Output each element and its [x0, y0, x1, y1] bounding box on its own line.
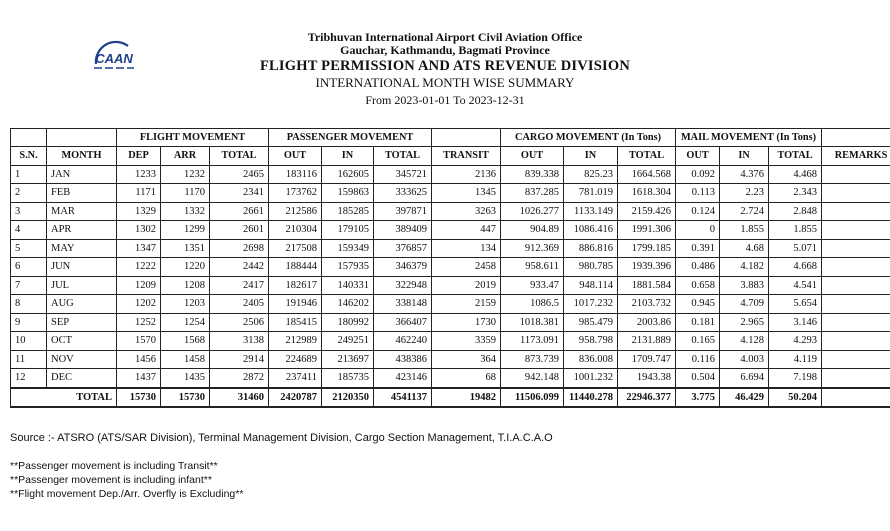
table-cell: 1	[11, 165, 47, 184]
table-cell: 237411	[269, 369, 322, 388]
table-cell: 5	[11, 239, 47, 258]
table-cell	[822, 221, 890, 240]
table-cell: APR	[47, 221, 117, 240]
table-cell: 1991.306	[618, 221, 676, 240]
table-cell: 423146	[374, 369, 432, 388]
table-cell: 212989	[269, 332, 322, 351]
table-cell: 933.47	[501, 276, 564, 295]
table-cell: 2661	[210, 202, 269, 221]
table-cell: 1208	[161, 276, 210, 295]
table-cell: 942.148	[501, 369, 564, 388]
total-cell: 11440.278	[564, 388, 618, 408]
table-cell: 2.23	[720, 184, 769, 203]
table-cell: 1458	[161, 350, 210, 369]
table-cell: 4.376	[720, 165, 769, 184]
table-cell: 1618.304	[618, 184, 676, 203]
column-header: TOTAL	[374, 147, 432, 166]
table-cell: 191946	[269, 295, 322, 314]
table-cell: 1881.584	[618, 276, 676, 295]
footnote-overfly: **Flight movement Dep./Arr. Overfly is Excluding**	[10, 488, 244, 500]
table-cell: 4.709	[720, 295, 769, 314]
table-cell: JAN	[47, 165, 117, 184]
report-period: From 2023-01-01 To 2023-12-31	[365, 93, 525, 107]
table-cell: JUL	[47, 276, 117, 295]
column-header: IN	[564, 147, 618, 166]
table-cell: 1329	[117, 202, 161, 221]
table-cell: 5.654	[769, 295, 822, 314]
table-row	[11, 258, 890, 277]
table-cell: 4.182	[720, 258, 769, 277]
table-cell: 364	[432, 350, 501, 369]
column-header: OUT	[269, 147, 322, 166]
monthly-summary-table	[10, 128, 890, 408]
table-row	[11, 332, 890, 351]
table-cell: 179105	[322, 221, 374, 240]
group-header-mail: MAIL MOVEMENT (In Tons)	[676, 129, 822, 147]
table-cell: 4.68	[720, 239, 769, 258]
table-cell: 4.003	[720, 350, 769, 369]
table-cell: NOV	[47, 350, 117, 369]
table-cell: 1203	[161, 295, 210, 314]
table-cell: 322948	[374, 276, 432, 295]
table-cell: 958.798	[564, 332, 618, 351]
group-header-blank	[432, 129, 501, 147]
table-cell: 0.165	[676, 332, 720, 351]
org-name: Tribhuvan International Airport Civil Aviation Office	[307, 30, 583, 44]
total-cell: 19482	[432, 388, 501, 408]
table-cell: 1435	[161, 369, 210, 388]
table-cell: 1939.396	[618, 258, 676, 277]
table-cell: 4.293	[769, 332, 822, 351]
table-cell: 1332	[161, 202, 210, 221]
total-cell: 4541137	[374, 388, 432, 408]
column-header: TOTAL	[618, 147, 676, 166]
column-header: ARR	[161, 147, 210, 166]
total-cell: 31460	[210, 388, 269, 408]
table-cell: 912.369	[501, 239, 564, 258]
table-cell: 2698	[210, 239, 269, 258]
table-cell: 438386	[374, 350, 432, 369]
table-cell: 886.816	[564, 239, 618, 258]
table-cell: 948.114	[564, 276, 618, 295]
table-cell: 0.486	[676, 258, 720, 277]
group-header-blank	[822, 129, 890, 147]
table-row	[11, 276, 890, 295]
table-cell: 0	[676, 221, 720, 240]
table-cell: 1233	[117, 165, 161, 184]
table-cell: 162605	[322, 165, 374, 184]
table-cell: 1568	[161, 332, 210, 351]
table-cell: 1302	[117, 221, 161, 240]
table-cell: 1664.568	[618, 165, 676, 184]
table-cell: 2442	[210, 258, 269, 277]
table-cell: 140331	[322, 276, 374, 295]
table-cell: 12	[11, 369, 47, 388]
table-cell: 0.113	[676, 184, 720, 203]
table-cell: 781.019	[564, 184, 618, 203]
table-cell: DEC	[47, 369, 117, 388]
table-cell: 2131.889	[618, 332, 676, 351]
table-cell: 839.338	[501, 165, 564, 184]
table-cell: 159863	[322, 184, 374, 203]
table-cell: 11	[11, 350, 47, 369]
table-row	[11, 202, 890, 221]
table-cell: 2914	[210, 350, 269, 369]
table-cell: 0.658	[676, 276, 720, 295]
table-cell: 1437	[117, 369, 161, 388]
table-cell: 1345	[432, 184, 501, 203]
table-cell	[822, 313, 890, 332]
table-cell: 0.124	[676, 202, 720, 221]
column-header: DEP	[117, 147, 161, 166]
table-cell: 4	[11, 221, 47, 240]
table-cell: 134	[432, 239, 501, 258]
total-cell: 15730	[117, 388, 161, 408]
table-row	[11, 221, 890, 240]
table-cell: 1730	[432, 313, 501, 332]
table-cell: 836.008	[564, 350, 618, 369]
table-cell: 904.89	[501, 221, 564, 240]
table-cell: 333625	[374, 184, 432, 203]
table-cell: 873.739	[501, 350, 564, 369]
table-cell: 462240	[374, 332, 432, 351]
table-cell: 185735	[322, 369, 374, 388]
table-cell: 447	[432, 221, 501, 240]
table-cell: 2.965	[720, 313, 769, 332]
table-cell: 188444	[269, 258, 322, 277]
table-cell: 249251	[322, 332, 374, 351]
table-cell: 4.119	[769, 350, 822, 369]
table-row	[11, 165, 890, 184]
table-cell: 173762	[269, 184, 322, 203]
report-title: INTERNATIONAL MONTH WISE SUMMARY	[315, 75, 575, 90]
table-cell: 6	[11, 258, 47, 277]
table-cell: 1017.232	[564, 295, 618, 314]
table-cell: 180992	[322, 313, 374, 332]
table-cell: 8	[11, 295, 47, 314]
table-cell: 1254	[161, 313, 210, 332]
table-cell: 185415	[269, 313, 322, 332]
table-cell	[822, 202, 890, 221]
table-cell: 2506	[210, 313, 269, 332]
total-cell: 15730	[161, 388, 210, 408]
table-cell: 2136	[432, 165, 501, 184]
table-cell: 68	[432, 369, 501, 388]
table-cell: 0.116	[676, 350, 720, 369]
table-cell: 4.468	[769, 165, 822, 184]
total-cell: 22946.377	[618, 388, 676, 408]
total-cell: 50.204	[769, 388, 822, 408]
table-cell: 1456	[117, 350, 161, 369]
table-cell: 1.855	[769, 221, 822, 240]
table-cell: 376857	[374, 239, 432, 258]
group-header-flight: FLIGHT MOVEMENT	[117, 129, 269, 147]
group-header-blank	[47, 129, 117, 147]
source-note: Source :- ATSRO (ATS/SAR Division), Terminal Management Division, Cargo Section Management, T.I.A.C.A.O	[10, 432, 553, 444]
column-header: REMARKS	[822, 147, 890, 166]
table-cell: 3263	[432, 202, 501, 221]
column-header: TRANSIT	[432, 147, 501, 166]
table-cell: 1943.38	[618, 369, 676, 388]
table-cell: 217508	[269, 239, 322, 258]
table-cell: 0.945	[676, 295, 720, 314]
table-cell	[822, 276, 890, 295]
table-cell: 213697	[322, 350, 374, 369]
table-cell: 0.181	[676, 313, 720, 332]
table-cell: 2019	[432, 276, 501, 295]
table-cell: 5.071	[769, 239, 822, 258]
table-cell: 825.23	[564, 165, 618, 184]
table-cell: 210304	[269, 221, 322, 240]
table-cell: 146202	[322, 295, 374, 314]
column-header: IN	[322, 147, 374, 166]
table-cell: 1709.747	[618, 350, 676, 369]
table-cell: 980.785	[564, 258, 618, 277]
column-header-row	[11, 147, 890, 166]
table-cell: 2159	[432, 295, 501, 314]
table-cell	[822, 332, 890, 351]
column-header: OUT	[501, 147, 564, 166]
table-cell: 2341	[210, 184, 269, 203]
table-cell: 3359	[432, 332, 501, 351]
table-cell: SEP	[47, 313, 117, 332]
table-row	[11, 295, 890, 314]
total-cell: 11506.099	[501, 388, 564, 408]
column-header: IN	[720, 147, 769, 166]
table-cell	[822, 239, 890, 258]
table-cell: AUG	[47, 295, 117, 314]
table-cell: 2.724	[720, 202, 769, 221]
group-header-passenger: PASSENGER MOVEMENT	[269, 129, 432, 147]
total-row	[11, 388, 890, 408]
table-cell: 1001.232	[564, 369, 618, 388]
table-cell: 2601	[210, 221, 269, 240]
table-cell: 2405	[210, 295, 269, 314]
table-cell: 182617	[269, 276, 322, 295]
table-cell: 1347	[117, 239, 161, 258]
table-cell: 1570	[117, 332, 161, 351]
table-cell: 1170	[161, 184, 210, 203]
table-row	[11, 313, 890, 332]
table-cell: 0.391	[676, 239, 720, 258]
table-cell: 389409	[374, 221, 432, 240]
table-cell: 183116	[269, 165, 322, 184]
table-cell: 3138	[210, 332, 269, 351]
table-cell: 2	[11, 184, 47, 203]
table-cell: MAR	[47, 202, 117, 221]
table-cell: 366407	[374, 313, 432, 332]
table-cell: 397871	[374, 202, 432, 221]
table-cell	[822, 350, 890, 369]
table-cell: 185285	[322, 202, 374, 221]
table-cell: 2.343	[769, 184, 822, 203]
table-cell: 1220	[161, 258, 210, 277]
table-cell: 1222	[117, 258, 161, 277]
total-cell: 2120350	[322, 388, 374, 408]
group-header-row	[11, 129, 890, 147]
table-row	[11, 369, 890, 388]
table-cell: 346379	[374, 258, 432, 277]
table-cell: 837.285	[501, 184, 564, 203]
table-cell: 3	[11, 202, 47, 221]
table-cell: 2.848	[769, 202, 822, 221]
total-cell: 2420787	[269, 388, 322, 408]
table-cell: 1252	[117, 313, 161, 332]
group-header-blank	[11, 129, 47, 147]
total-cell: 46.429	[720, 388, 769, 408]
total-label: TOTAL	[11, 388, 117, 408]
table-cell: 1086.416	[564, 221, 618, 240]
table-cell: OCT	[47, 332, 117, 351]
table-cell: 6.694	[720, 369, 769, 388]
column-header: S.N.	[11, 147, 47, 166]
table-cell: 4.128	[720, 332, 769, 351]
table-cell: 4.541	[769, 276, 822, 295]
table-cell: 2159.426	[618, 202, 676, 221]
table-cell: 2458	[432, 258, 501, 277]
group-header-cargo: CARGO MOVEMENT (In Tons)	[501, 129, 676, 147]
table-cell: MAY	[47, 239, 117, 258]
table-cell: 1171	[117, 184, 161, 203]
table-cell: 1209	[117, 276, 161, 295]
table-cell: 0.504	[676, 369, 720, 388]
table-cell	[822, 184, 890, 203]
org-address: Gauchar, Kathmandu, Bagmati Province	[340, 43, 550, 57]
table-cell: 2872	[210, 369, 269, 388]
logo-text: CAAN	[95, 51, 133, 66]
footnote-transit: **Passenger movement is including Transit**	[10, 460, 218, 472]
table-cell: 2103.732	[618, 295, 676, 314]
table-cell: 1173.091	[501, 332, 564, 351]
table-cell: 4.668	[769, 258, 822, 277]
table-cell: 2465	[210, 165, 269, 184]
table-cell: 157935	[322, 258, 374, 277]
total-cell	[822, 388, 890, 408]
table-cell: 1133.149	[564, 202, 618, 221]
table-cell: 1.855	[720, 221, 769, 240]
division-title: FLIGHT PERMISSION AND ATS REVENUE DIVISION	[259, 58, 631, 74]
table-cell: 212586	[269, 202, 322, 221]
table-cell: 159349	[322, 239, 374, 258]
table-cell: FEB	[47, 184, 117, 203]
table-cell: 1351	[161, 239, 210, 258]
table-cell: 3.146	[769, 313, 822, 332]
column-header: MONTH	[47, 147, 117, 166]
table-cell: 1086.5	[501, 295, 564, 314]
table-cell: 224689	[269, 350, 322, 369]
table-cell: 1232	[161, 165, 210, 184]
table-row	[11, 184, 890, 203]
table-cell: 1018.381	[501, 313, 564, 332]
column-header: TOTAL	[210, 147, 269, 166]
table-cell: 9	[11, 313, 47, 332]
table-cell: 0.092	[676, 165, 720, 184]
table-cell: 7.198	[769, 369, 822, 388]
table-cell	[822, 258, 890, 277]
table-row	[11, 350, 890, 369]
table-cell: 10	[11, 332, 47, 351]
table-cell	[822, 295, 890, 314]
total-cell: 3.775	[676, 388, 720, 408]
table-cell: 2003.86	[618, 313, 676, 332]
column-header: OUT	[676, 147, 720, 166]
table-cell	[822, 165, 890, 184]
table-cell: 958.611	[501, 258, 564, 277]
table-cell: JUN	[47, 258, 117, 277]
table-cell: 7	[11, 276, 47, 295]
table-cell: 1026.277	[501, 202, 564, 221]
table-cell: 2417	[210, 276, 269, 295]
table-cell: 3.883	[720, 276, 769, 295]
table-cell: 985.479	[564, 313, 618, 332]
table-row	[11, 239, 890, 258]
table-cell: 345721	[374, 165, 432, 184]
column-header: TOTAL	[769, 147, 822, 166]
table-cell: 1202	[117, 295, 161, 314]
table-cell: 1299	[161, 221, 210, 240]
table-cell: 1799.185	[618, 239, 676, 258]
footnote-infant: **Passenger movement is including infant**	[10, 474, 212, 486]
table-cell: 338148	[374, 295, 432, 314]
table-cell	[822, 369, 890, 388]
